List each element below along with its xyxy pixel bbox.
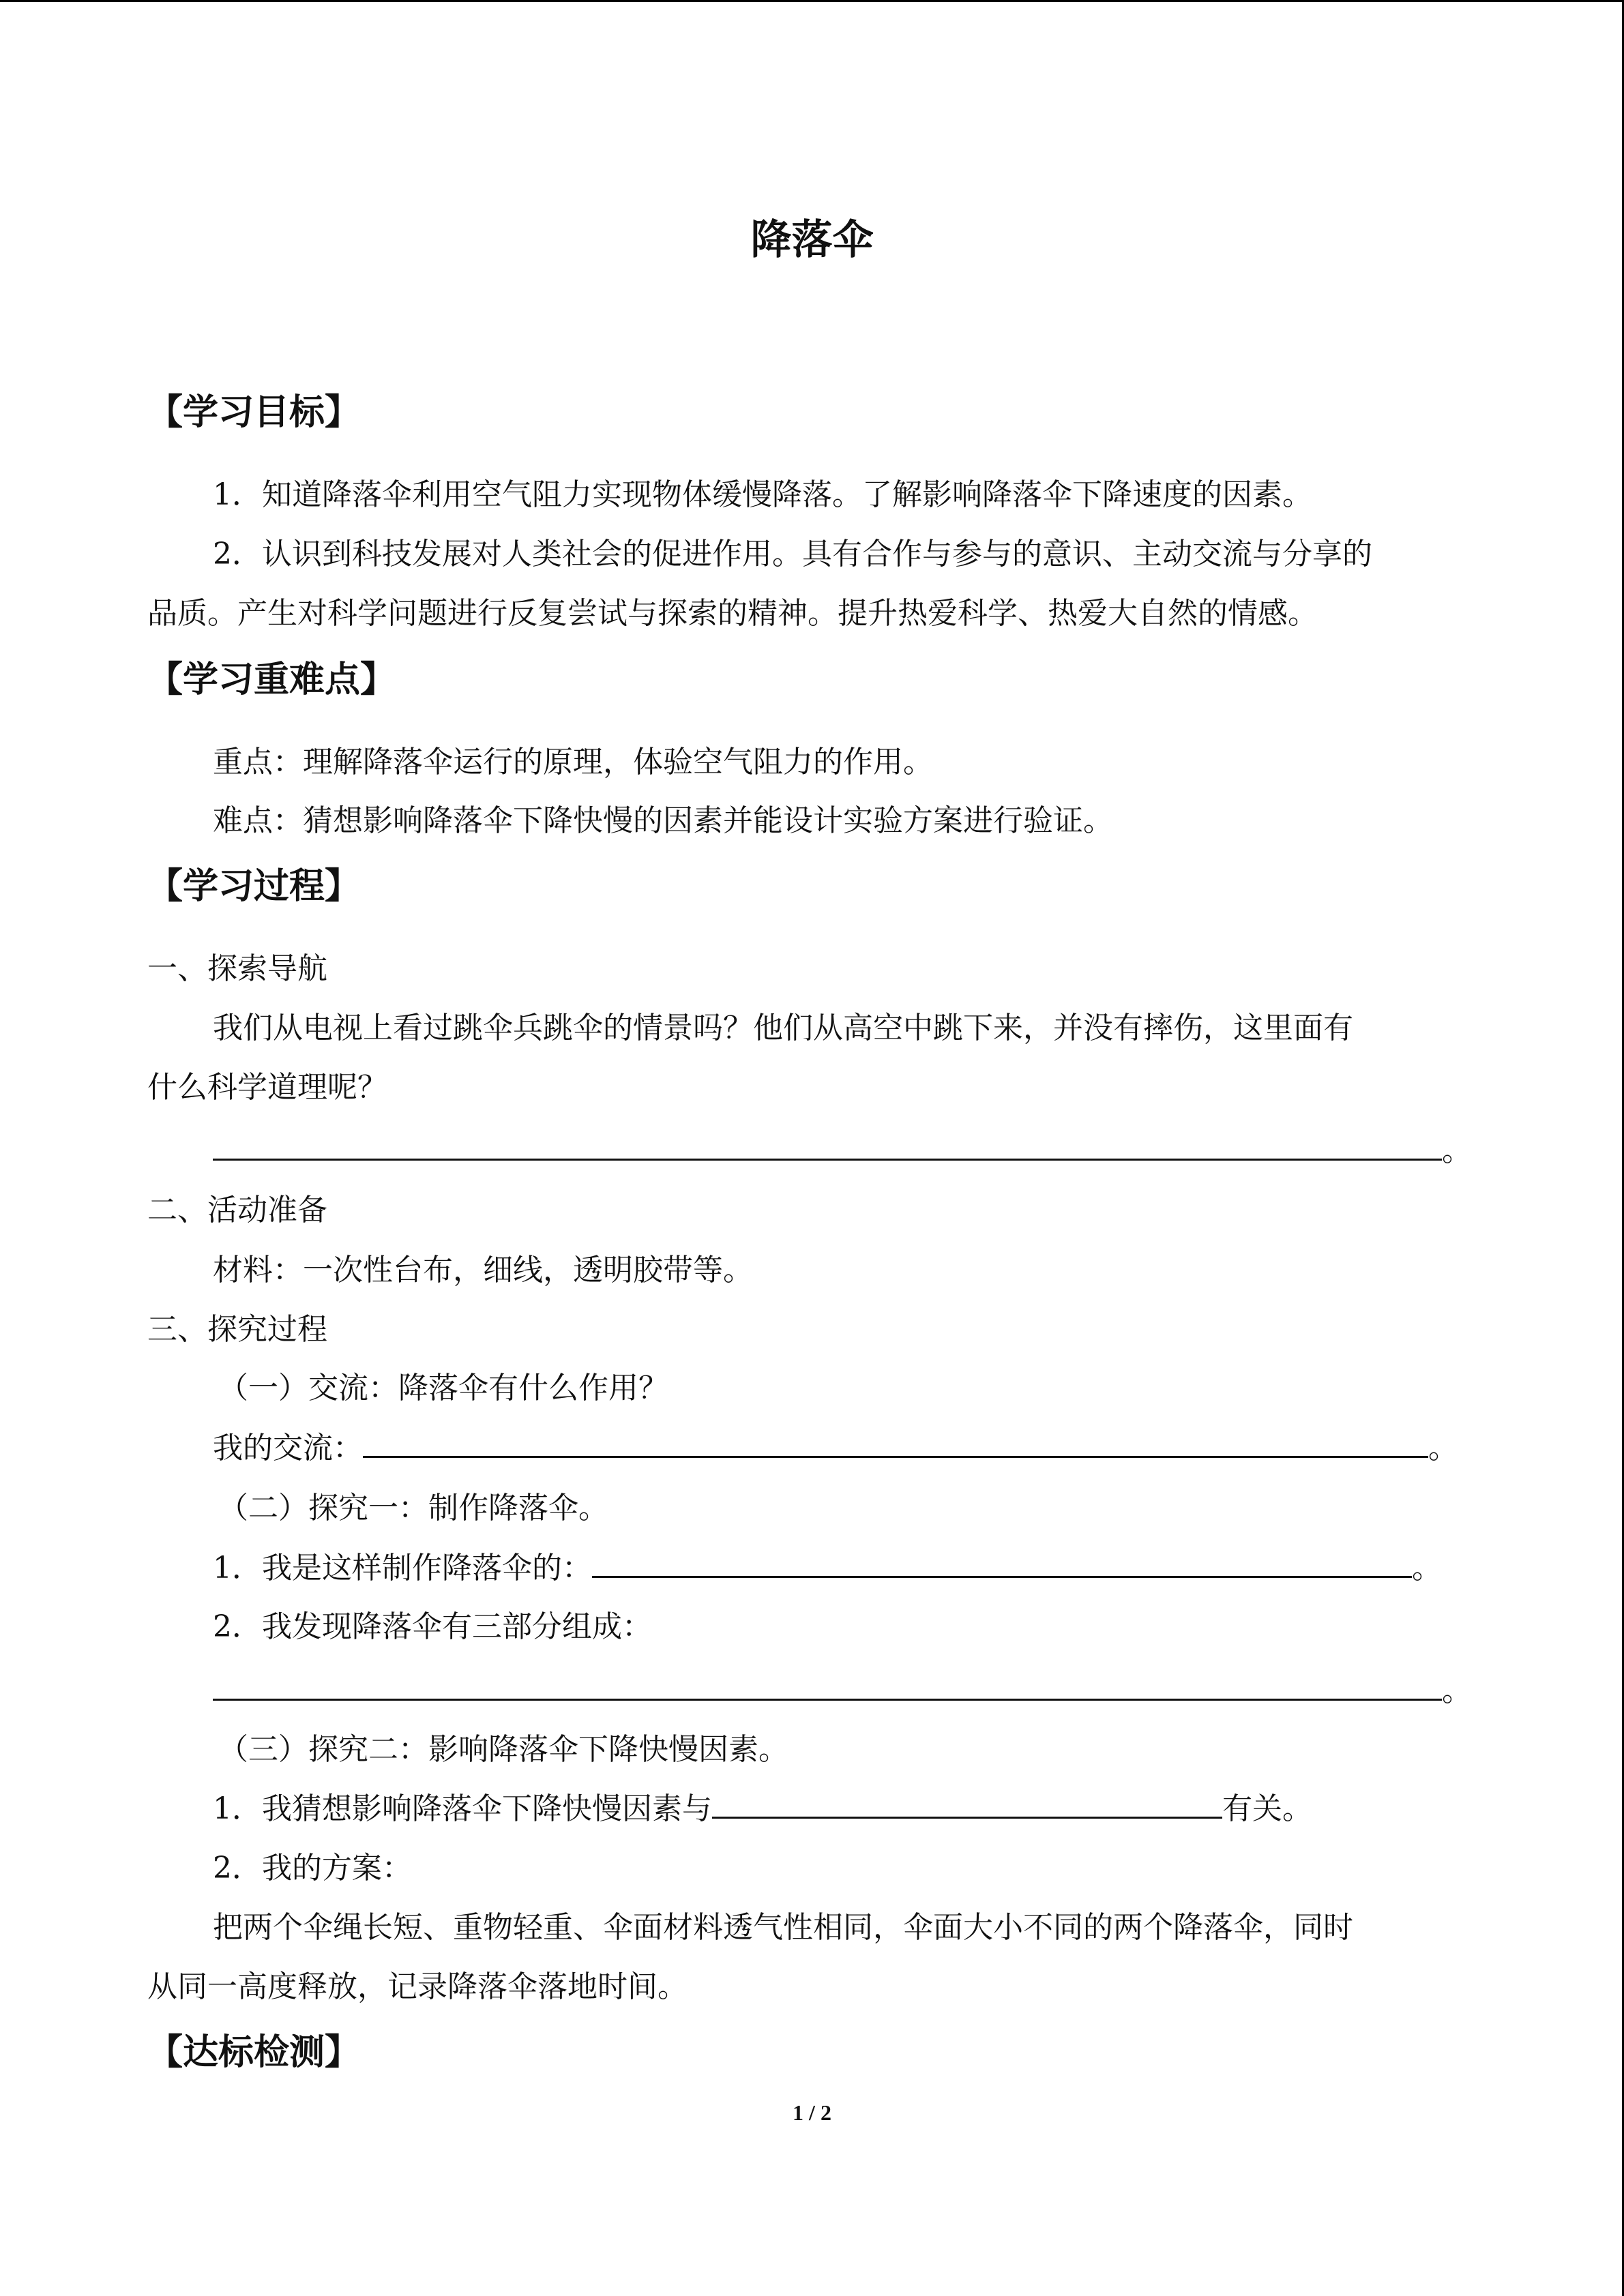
explore2-q1-pre: 1．我猜想影响降落伞下降快慢因素与 — [213, 1791, 712, 1826]
explore2-q1-blank[interactable] — [712, 1789, 1222, 1819]
difficulty-heading: 【学习重难点】 — [147, 659, 396, 700]
explore1-q2: 2．我发现降落伞有三部分组成： — [213, 1609, 652, 1644]
objective-2-line2: 品质。产生对科学问题进行反复尝试与探索的精神。提升热爱科学、热爱大自然的情感。 — [147, 596, 1318, 631]
explore2-q1-row — [213, 1789, 1312, 1830]
plan-line1: 把两个伞绳长短、重物轻重、伞面材料透气性相同，伞面大小不同的两个降落伞，同时 — [213, 1910, 1353, 1945]
answer-line-1[interactable]: 。 — [213, 1131, 1472, 1172]
objective-1: 1．知道降落伞利用空气阻力实现物体缓慢降落。了解影响降落伞下降速度的因素。 — [213, 477, 1312, 512]
objectives-heading: 【学习目标】 — [147, 392, 361, 433]
part1-text-line1: 我们从电视上看过跳伞兵跳伞的情景吗？他们从高空中跳下来，并没有摔伤，这里面有 — [213, 1011, 1353, 1045]
part2-title: 二、活动准备 — [147, 1193, 327, 1227]
my-discussion-label: 我的交流： — [213, 1431, 363, 1465]
explore1-q1-row: 1．我是这样制作降落伞的： 。 — [213, 1548, 1442, 1589]
key-point: 重点：理解降落伞运行的原理，体验空气阻力的作用。 — [213, 745, 933, 779]
explore2-q2: 2．我的方案： — [213, 1851, 412, 1885]
explore1-q1-label: 1．我是这样制作降落伞的： — [213, 1551, 592, 1585]
explore1-title: （二）探究一：制作降落伞。 — [218, 1491, 608, 1525]
explore2-title: （三）探究二：影响降落伞下降快慢因素。 — [218, 1732, 788, 1767]
objective-2-line1: 2．认识到科技发展对人类社会的促进作用。具有合作与参与的意识、主动交流与分享的 — [213, 537, 1372, 571]
assessment-heading: 【达标检测】 — [147, 2032, 361, 2073]
explore2-q1-post: 有关。 — [1222, 1791, 1312, 1826]
page-border-top — [0, 0, 1624, 2]
process-heading: 【学习过程】 — [147, 866, 361, 907]
my-discussion-row: 我的交流： 。 — [213, 1428, 1458, 1469]
page-number: 1 / 2 — [793, 2100, 831, 2125]
plan-line2: 从同一高度释放，记录降落伞落地时间。 — [147, 1969, 688, 2004]
my-discussion-blank[interactable] — [363, 1429, 1428, 1458]
difficult-point: 难点：猜想影响降落伞下降快慢的因素并能设计实验方案进行验证。 — [213, 803, 1113, 838]
page-title: 降落伞 — [750, 216, 874, 264]
answer-line-2[interactable]: 。 — [213, 1671, 1472, 1712]
part1-text-line2: 什么科学道理呢？ — [147, 1070, 387, 1105]
part3-title: 三、探究过程 — [147, 1312, 327, 1347]
discussion-title: （一）交流：降落伞有什么作用？ — [218, 1371, 668, 1405]
explore1-q1-blank[interactable] — [592, 1549, 1412, 1578]
materials: 材料：一次性台布，细线，透明胶带等。 — [213, 1253, 753, 1287]
part1-title: 一、探索导航 — [147, 951, 327, 986]
